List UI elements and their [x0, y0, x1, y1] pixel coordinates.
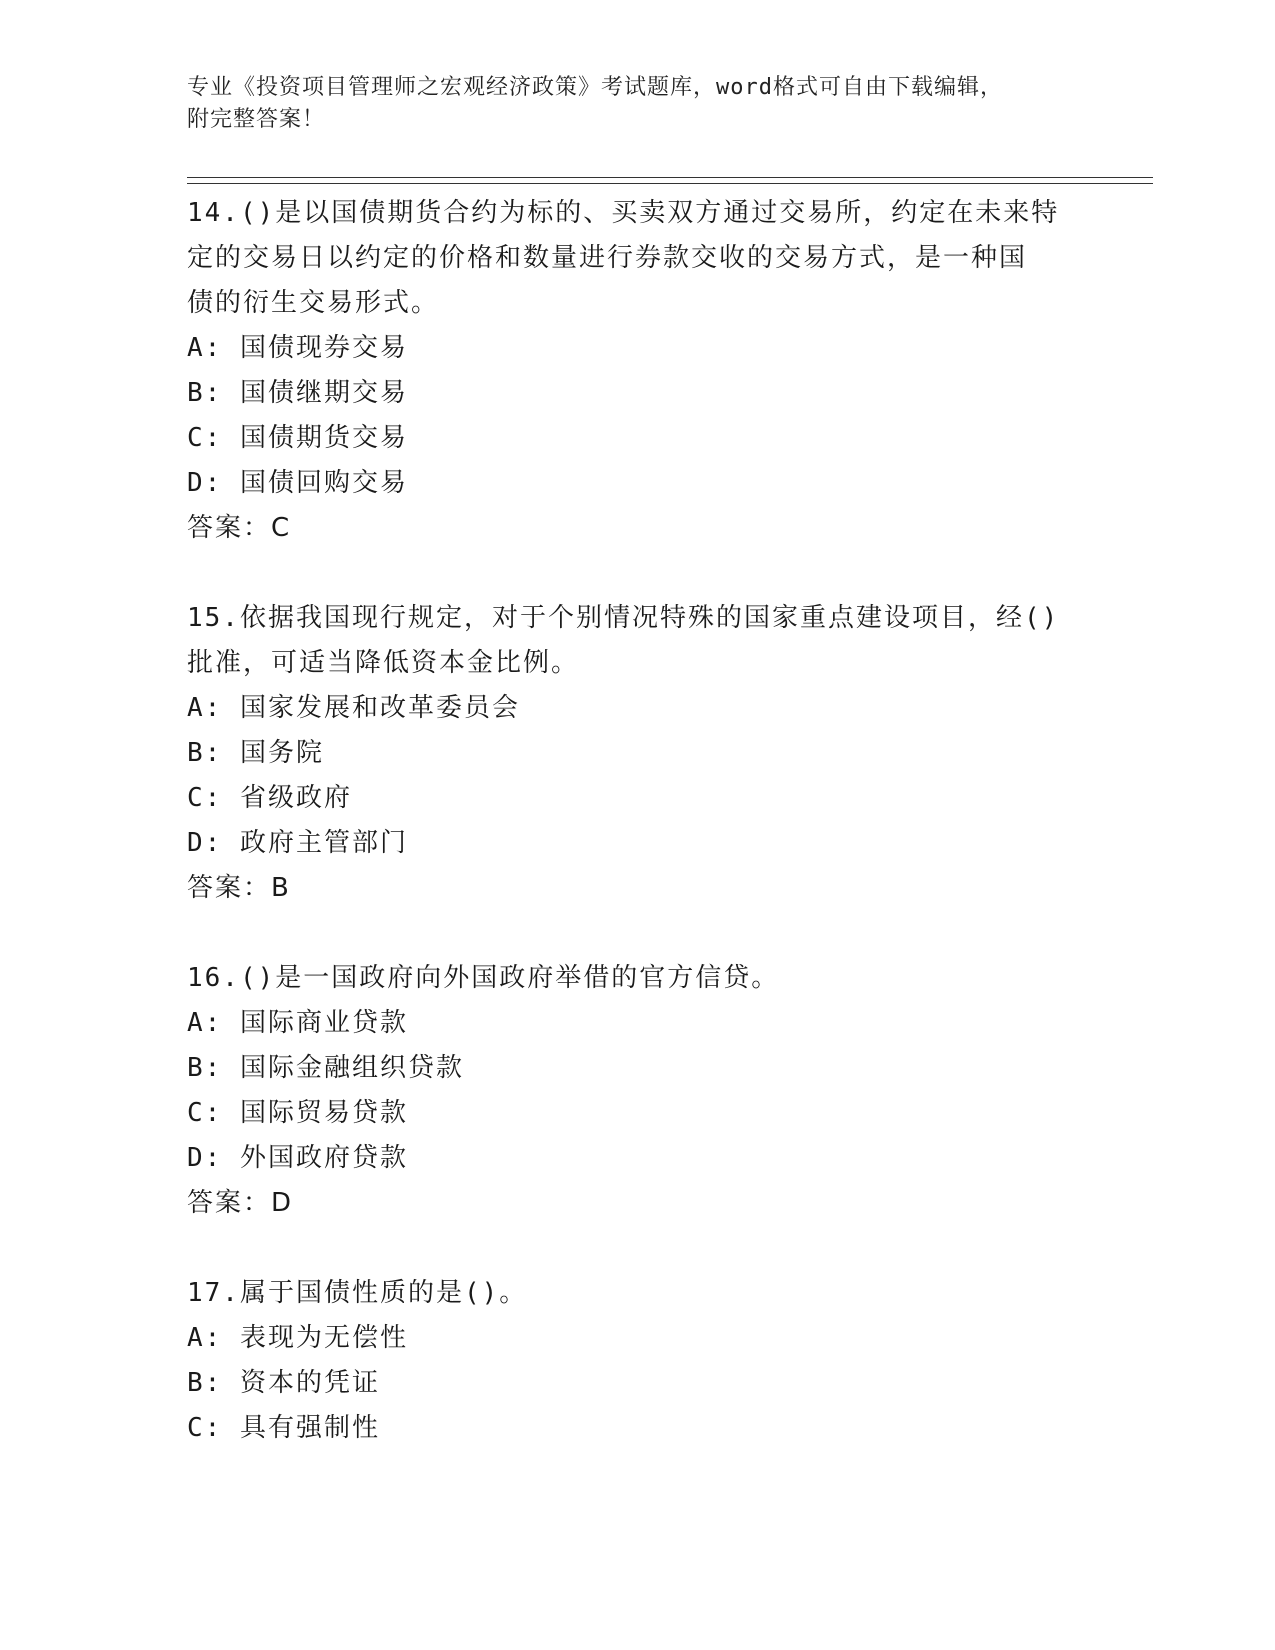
option-a: A: 表现为无偿性 — [187, 1323, 408, 1353]
question-14 — [187, 191, 1087, 551]
header-divider-bottom — [187, 183, 1153, 184]
option-c: C: 具有强制性 — [187, 1413, 380, 1443]
question-stem-line: 15.依据我国现行规定，对于个别情况特殊的国家重点建设项目，经() — [187, 603, 1060, 633]
option-c: C: 国际贸易贷款 — [187, 1098, 408, 1128]
option-b: B: 国务院 — [187, 738, 324, 768]
question-17 — [187, 1271, 1087, 1451]
question-list — [187, 191, 1087, 1451]
answer: 答案：B — [187, 873, 291, 903]
header-line-1: 专业《投资项目管理师之宏观经济政策》考试题库，word格式可自由下载编辑， — [187, 75, 1003, 100]
option-a: A: 国债现券交易 — [187, 333, 408, 363]
option-d: D: 国债回购交易 — [187, 468, 408, 498]
option-a: A: 国际商业贷款 — [187, 1008, 408, 1038]
option-d: D: 外国政府贷款 — [187, 1143, 408, 1173]
option-a: A: 国家发展和改革委员会 — [187, 693, 520, 723]
question-stem-line: 16.()是一国政府向外国政府举借的官方信贷。 — [187, 963, 780, 993]
answer: 答案：C — [187, 513, 292, 543]
question-stem-line: 14.()是以国债期货合约为标的、买卖双方通过交易所，约定在未来特 — [187, 198, 1060, 228]
option-c: C: 省级政府 — [187, 783, 352, 813]
header-divider-top — [187, 177, 1153, 178]
question-stem-line: 债的衍生交易形式。 — [187, 288, 440, 318]
document-header — [187, 72, 1087, 136]
question-stem-line: 定的交易日以约定的价格和数量进行券款交收的交易方式，是一种国 — [187, 243, 1028, 273]
question-16 — [187, 956, 1087, 1226]
header-line-2: 附完整答案！ — [187, 107, 326, 132]
option-c: C: 国债期货交易 — [187, 423, 408, 453]
question-15 — [187, 596, 1087, 911]
option-b: B: 资本的凭证 — [187, 1368, 380, 1398]
question-stem-line: 批准，可适当降低资本金比例。 — [187, 648, 580, 678]
option-b: B: 国际金融组织贷款 — [187, 1053, 464, 1083]
option-d: D: 政府主管部门 — [187, 828, 408, 858]
answer: 答案：D — [187, 1188, 294, 1218]
option-b: B: 国债继期交易 — [187, 378, 408, 408]
question-stem-line: 17.属于国债性质的是()。 — [187, 1278, 528, 1308]
